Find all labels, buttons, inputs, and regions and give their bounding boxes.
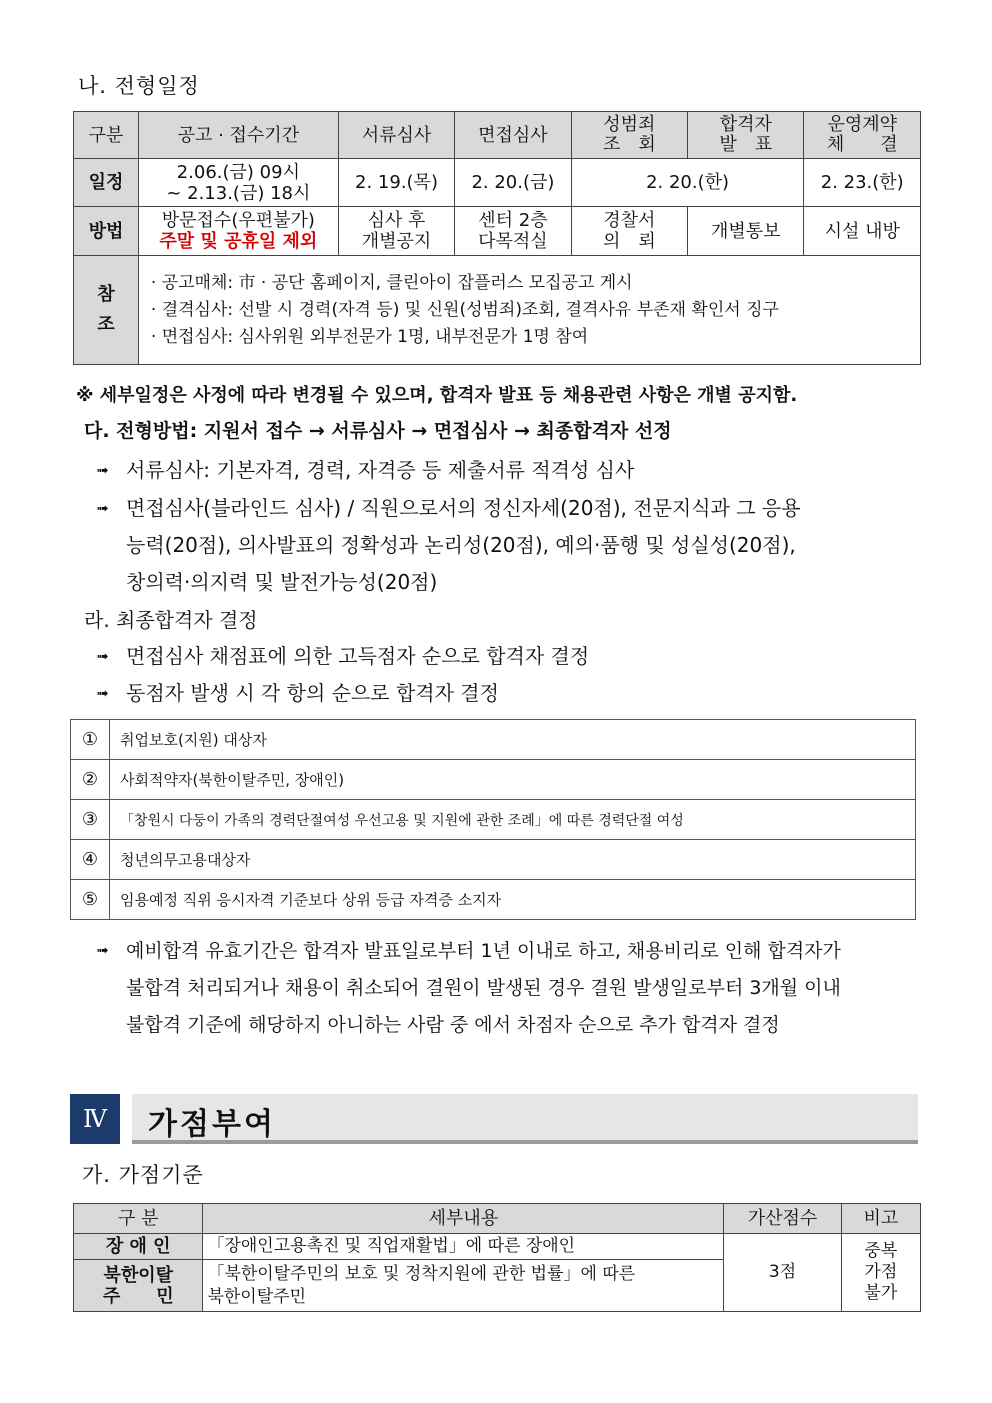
header-detail: 세부내용	[203, 1204, 724, 1234]
method-item-text: 서류심사: 기본자격, 경력, 자격증 등 제출서류 적격성 심사	[126, 458, 635, 482]
note-item: · 결격심사: 선발 시 경력(자격 등) 및 신원(성범죄)조회, 결격사유 부존재 확인서 징구	[150, 299, 779, 320]
schedule-table	[73, 111, 921, 365]
method-interview: 센터 2층 다목적실	[455, 207, 571, 256]
header-points: 가산점수	[724, 1204, 841, 1234]
row-label-defector: 북한이탈 주 민	[74, 1260, 203, 1312]
header-category: 구분	[74, 112, 139, 159]
row-label-method: 방법	[74, 207, 139, 256]
row-detail-disabled: 「장애인고용촉진 및 직업재활법」에 따른 장애인	[203, 1234, 724, 1260]
row-label-disabled: 장 애 인	[74, 1234, 203, 1260]
order-number: ③	[71, 800, 110, 840]
section-heading-schedule: 나. 전형일정	[78, 74, 200, 98]
method-result: 개별통보	[688, 207, 804, 256]
method-item-interview-cont: 능력(20점), 의사발표의 정확성과 논리성(20점), 예의·품행 및 성실성(20점),	[126, 533, 796, 557]
final-item-reserve-cont: 불합격 처리되거나 채용이 취소되어 결원이 발생된 경우 결원 발생일로부터 3개월 이내	[126, 977, 841, 999]
schedule-result-date: 2. 20.(한)	[571, 159, 804, 207]
method-item-interview	[96, 489, 801, 527]
bonus-table	[73, 1203, 921, 1312]
row-label-notes: 참 조	[74, 256, 139, 365]
arrow-icon: ➟	[96, 461, 109, 479]
note-item: · 면접심사: 심사위원 외부전문가 1명, 내부전문가 1명 참여	[150, 326, 589, 347]
section-title-bonus: 가점부여	[148, 1107, 276, 1142]
method-receipt-text: 방문접수(우편불가)	[161, 210, 315, 231]
note-item: · 공고매체: 市 · 공단 홈페이지, 클린아이 잡플러스 모집공고 게시	[150, 272, 633, 293]
order-text: 취업보호(지원) 대상자	[110, 720, 916, 760]
final-item-reserve	[96, 931, 841, 970]
final-item-text: 면접심사 채점표에 의한 고득점자 순으로 합격자 결정	[126, 644, 590, 668]
header-crime-check: 성범죄 조 회	[571, 112, 687, 159]
final-item-text: 예비합격 유효기간은 합격자 발표일로부터 1년 이내로 하고, 채용비리로 인해 합격자가	[126, 940, 841, 962]
order-text: 임용예정 직위 응시자격 기준보다 상위 등급 자격증 소지자	[110, 880, 916, 920]
order-number: ①	[71, 720, 110, 760]
arrow-icon: ➟	[96, 499, 109, 517]
header-category: 구 분	[74, 1204, 203, 1234]
row-detail-text: 북한이탈주민	[207, 1286, 306, 1307]
section-heading-final: 라. 최종합격자 결정	[84, 608, 258, 632]
bonus-remark: 중복 가점 불가	[841, 1234, 920, 1312]
schedule-period	[138, 159, 338, 207]
method-item-doc	[96, 451, 634, 489]
section-heading-bonus-criteria: 가. 가점기준	[82, 1163, 204, 1187]
final-item-text: 동점자 발생 시 각 항의 순으로 합격자 결정	[126, 681, 499, 705]
order-number: ④	[71, 840, 110, 880]
section-heading-method: 다. 전형방법: 지원서 접수 → 서류심사 → 면접심사 → 최종합격자 선정	[84, 420, 672, 442]
row-label-schedule: 일정	[74, 159, 139, 207]
final-item-tie	[96, 674, 499, 712]
method-doc: 심사 후 개별공지	[338, 207, 454, 256]
arrow-icon: ➟	[96, 647, 109, 665]
order-text: 사회적약자(북한이탈주민, 장애인)	[110, 760, 916, 800]
header-contract: 운영계약 체 결	[804, 112, 921, 159]
table-row	[71, 720, 916, 760]
method-crime: 경찰서 의 뢰	[571, 207, 687, 256]
method-item-interview-cont: 창의력·의지력 및 발전가능성(20점)	[126, 570, 438, 594]
final-item-reserve-cont: 불합격 기준에 해당하지 아니하는 사람 중 에서 차점자 순으로 추가 합격자 결정	[126, 1014, 780, 1036]
schedule-interview-date: 2. 20.(금)	[455, 159, 571, 207]
table-row	[71, 800, 916, 840]
schedule-notice: ※ 세부일정은 사정에 따라 변경될 수 있으며, 합격자 발표 등 채용관련 사항은 개별 공지함.	[76, 385, 798, 406]
row-detail-text: 「북한이탈주민의 보호 및 정착지원에 관한 법률」에 따른	[207, 1263, 636, 1284]
method-receipt-exception: 주말 및 공휴일 제외	[159, 231, 318, 252]
method-contract: 시설 내방	[804, 207, 921, 256]
header-remark: 비고	[841, 1204, 920, 1234]
method-item-text: 면접심사(블라인드 심사) / 직원으로서의 정신자세(20점), 전문지식과 그 응용	[126, 496, 801, 520]
schedule-period-end: ~ 2.13.(금) 18시	[166, 182, 311, 204]
table-row	[71, 880, 916, 920]
tie-break-order-table	[70, 719, 916, 920]
order-text: 청년의무고용대상자	[110, 840, 916, 880]
bonus-points: 3점	[724, 1234, 841, 1312]
final-item-score	[96, 637, 589, 675]
row-detail-defector	[203, 1260, 724, 1312]
schedule-doc-date: 2. 19.(목)	[338, 159, 454, 207]
arrow-icon: ➟	[96, 941, 109, 959]
section-number-badge: Ⅳ	[70, 1094, 120, 1144]
header-period: 공고 · 접수기간	[138, 112, 338, 159]
header-result: 합격자 발 표	[688, 112, 804, 159]
table-row	[71, 840, 916, 880]
order-text: 「창원시 다둥이 가족의 경력단절여성 우선고용 및 지원에 관한 조례」에 따른 경력단절 여성	[110, 800, 916, 840]
arrow-icon: ➟	[96, 684, 109, 702]
order-number: ②	[71, 760, 110, 800]
order-number: ⑤	[71, 880, 110, 920]
notes-cell	[138, 256, 920, 365]
schedule-contract-date: 2. 23.(한)	[804, 159, 921, 207]
header-interview: 면접심사	[455, 112, 571, 159]
header-doc-review: 서류심사	[338, 112, 454, 159]
schedule-period-start: 2.06.(금) 09시	[176, 161, 300, 183]
method-receipt	[138, 207, 338, 256]
table-row	[71, 760, 916, 800]
